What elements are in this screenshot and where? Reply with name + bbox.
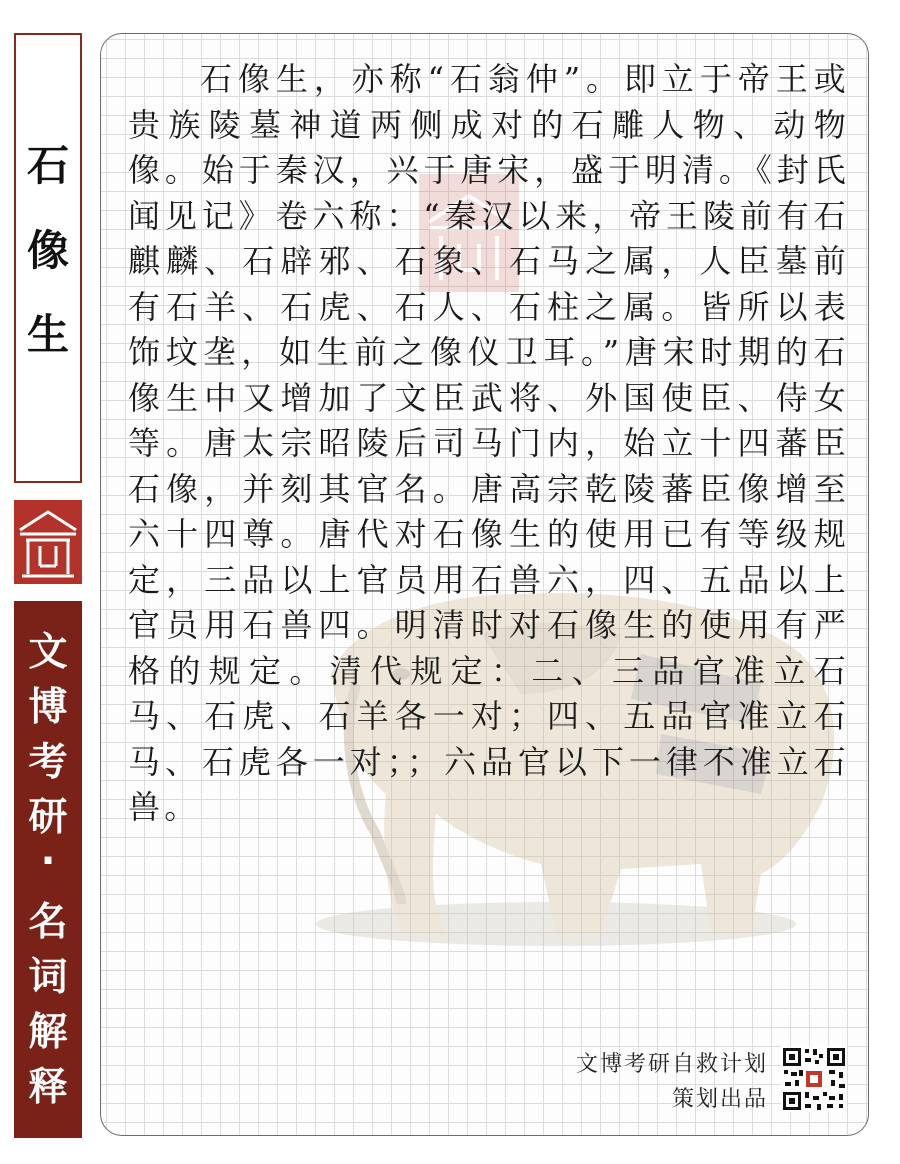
series-label-box [14,601,82,1138]
term-title-char: 生 [26,310,69,359]
archway-seal-icon [14,500,82,584]
qr-code-icon[interactable] [781,1046,847,1112]
series-label-char: 考 [28,740,68,785]
series-label-char: 研 [28,795,68,840]
series-label-char: 文 [28,630,68,675]
term-title-char: 石 [26,141,69,190]
credit-line-program: 文博考研自救计划 [575,1052,768,1077]
series-label-char: 释 [28,1065,68,1110]
series-label-char: · [40,839,56,884]
series-label-char: 词 [28,955,68,1000]
series-label-char: 名 [28,900,68,945]
term-title-box [14,33,82,483]
series-label-char: 博 [28,685,68,730]
term-title-char: 像 [26,226,69,275]
credit-line-produced: 策划出品 [671,1087,768,1112]
series-label-char: 解 [28,1010,68,1055]
definition-body-text: 石像生，亦称“石翁仲”。即立于帝王或贵族陵墓神道两侧成对的石雕人物、动物像。始于秦汉，兴于唐宋，盛于明清。《封氏闻见记》卷六称：“秦汉以来，帝王陵前有石麒麟、石辟邪、石象、石马之属，人臣墓前有石羊、石虎、石人、石柱之属。皆所以表饰坟垄，如生前之像仪卫耳。”唐宋时期的石像生中又增加了文臣武将、外国使臣、侍女等。唐太宗昭陵后司马门内，始立十四蕃臣石像，并刻其官名。唐高宗乾陵蕃臣像增至六十四尊。唐代对石像生的使用已有等级规定，三品以上官员用石兽六，四、五品以上官员用石兽四。明清时对石像生的使用有严格的规定。清代规定：二、三品官准立石马、石虎、石羊各一对；四、五品官准立石马、石虎各一对；；六品官以下一律不准立石兽。 [128,60,850,826]
content-card [100,33,869,1136]
